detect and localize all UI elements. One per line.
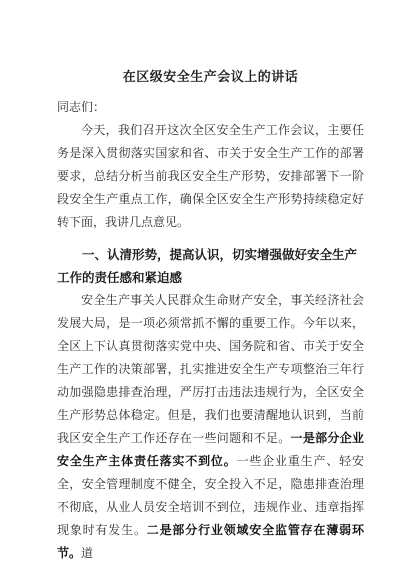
salutation: 同志们： [57,100,106,114]
section-1-heading-text: 一、认清形势，提高认识，切实增强做好安全生产工作的责任感和紧迫感 [57,247,358,285]
document-title: 在区级安全生产会议上的讲话 [122,70,299,85]
section-1-text: 安全生产事关人民群众生命财产安全，事关经济社会发展大局，是一项必须常抓不懈的重要工作。今年以来，全区上下认真贯彻落实党中央、国务院和省、市关于安全生产工作的决策部署，扎实推进安全生产专项整治三年行动加强隐患排查治理，严厉打击违法违规行为，全区安全生产形势总体稳定。但是，我们也要清醒地认识到，当前我区安全生产工作还存在一些问题和不足。 [57,293,364,445]
intro-paragraph: 今天，我们召开这次全区安全生产工作会议，主要任务是深入贯彻落实国家和省、市关于安全生产工作的部署要求，总结分析当前我区安全生产形势，安排部署下一阶段安全生产重点工作，确保全区安全生产形势持续稳定好转下面，我讲几点意见。 [57,123,364,229]
section-1-paragraph [57,289,364,565]
section-1-heading [57,243,364,289]
point-2-lead: 二是部分行业领域安全监管存在薄弱环节。 [57,523,364,560]
point-1-lead: 一是部分企业安全生产主体责任落实不到位。 [57,431,364,468]
point-2-text: 道 [81,546,94,560]
point-1-text: 一些企业重生产、轻安全，安全管理制度不健全，安全投入不足，隐患排查治理不彻底，从业人员安全培训不到位，违规作业、违章指挥现象时有发生。 [57,454,364,537]
